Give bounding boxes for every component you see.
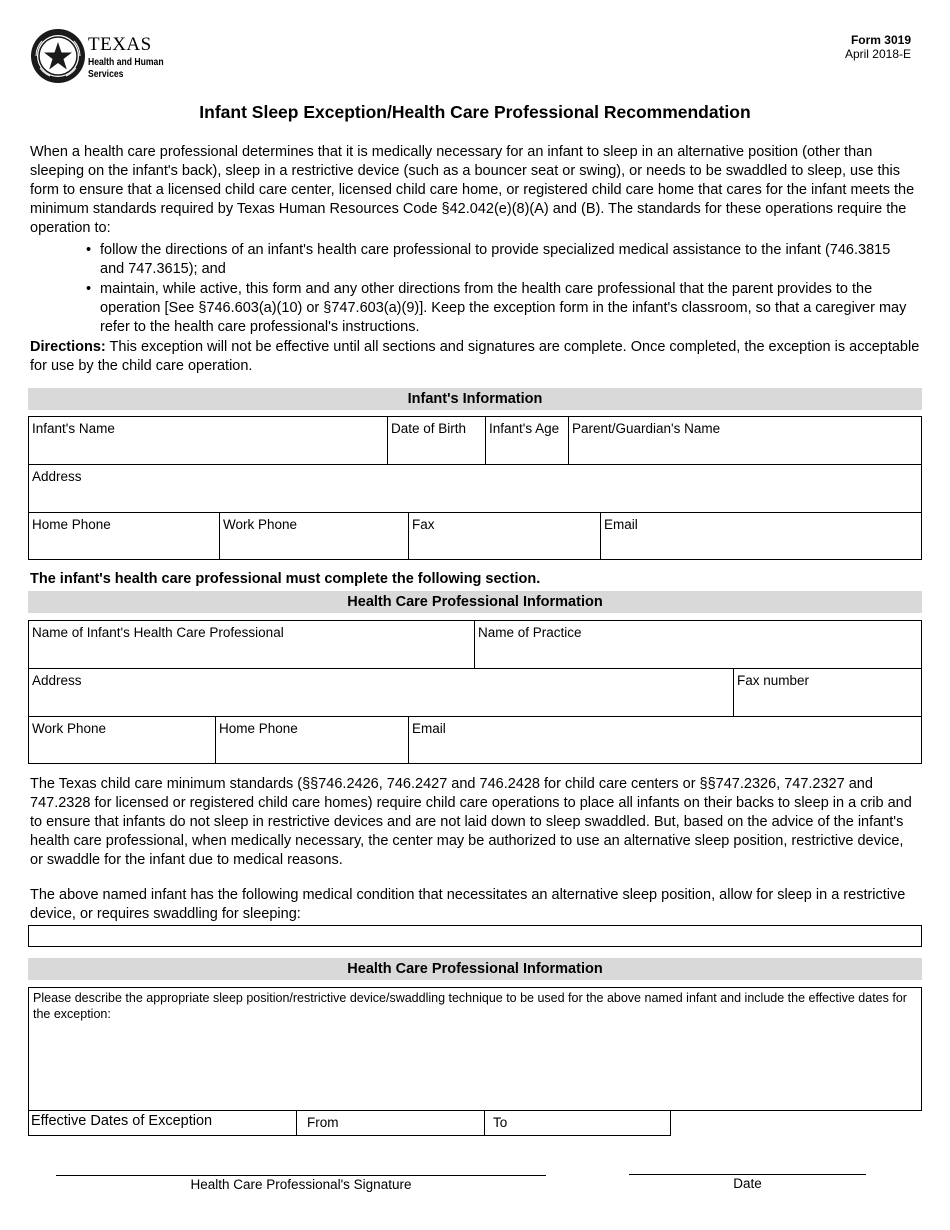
work-phone-label: Work Phone <box>223 517 298 532</box>
form-number: Form 3019 <box>850 33 911 47</box>
practice-name-field[interactable] <box>474 621 922 668</box>
bullet-icon: • <box>86 242 92 258</box>
hcp-home-phone-field[interactable] <box>215 717 408 764</box>
hcp-signature-label: Health Care Professional's Signature <box>190 1177 412 1192</box>
effective-dates-label: Effective Dates of Exception <box>31 1113 213 1129</box>
fax-number-label: Fax number <box>737 673 810 688</box>
parent-name-field[interactable] <box>568 417 922 464</box>
bullet-text: maintain, while active, this form and any other directions from the health care professional that the parent provides to the operation [See §746.603(a)(10) or §747.603(a)(9)]. Keep the exception form in the infant's classroom, so that a caregiver may refer to the health care professional's instructions. <box>100 281 907 335</box>
page-title: Infant Sleep Exception/Health Care Professional Recommendation <box>199 102 751 122</box>
email-label: Email <box>604 517 638 532</box>
directions-text: This exception will not be effective until all sections and signatures are complete. Once completed, the exception is acceptable for use by the child care operation. <box>30 339 920 374</box>
intro-paragraph: When a health care professional determines that it is medically necessary for an infant to sleep in an alternative position (other than sleeping on the infant's back), sleep in a restrictive device (such as a bouncer seat or swing), or needs to be swaddled to sleep, use this form to ensure that a licensed child care center, licensed child care home, or registered child care home that cares for the infant meets the minimum standards required by Texas Human Resources Code §42.042(e)(8)(A) and (B). The standards for these operations require the operation to: <box>30 144 915 236</box>
infant-age-field[interactable] <box>485 417 568 464</box>
infant-work-phone-field[interactable] <box>219 513 408 560</box>
infant-fax-field[interactable] <box>408 513 600 560</box>
form-revision-date: April 2018-E <box>844 47 911 61</box>
hcp-section-2-heading: Health Care Professional Information <box>28 958 922 980</box>
condition-paragraph: The above named infant has the following medical condition that necessitates an alternative sleep position, allow for sleep in a restrictive device, or requires swaddling for sleeping: <box>30 887 906 922</box>
medical-condition-field[interactable] <box>28 925 922 947</box>
date-of-birth-label: Date of Birth <box>391 421 467 436</box>
hcp-fax-field[interactable] <box>733 669 922 716</box>
email-label: Email <box>412 721 446 736</box>
logo-texas-text: TEXAS <box>88 34 152 55</box>
to-date-field[interactable] <box>485 1111 670 1135</box>
from-date-field[interactable] <box>297 1111 484 1135</box>
infant-name-label: Infant's Name <box>32 421 115 436</box>
date-label: Date <box>733 1176 762 1191</box>
date-line[interactable] <box>629 1174 866 1175</box>
parent-name-label: Parent/Guardian's Name <box>572 421 721 436</box>
infant-home-phone-field[interactable] <box>28 513 219 560</box>
date-of-birth-field[interactable] <box>387 417 485 464</box>
infant-address-label: Address <box>32 469 82 484</box>
infant-age-label: Infant's Age <box>489 421 560 436</box>
logo-subtitle: Health and Human Services <box>88 56 164 80</box>
bullet-item <box>86 280 916 337</box>
bullet-item <box>86 241 916 279</box>
hcp-name-label: Name of Infant's Health Care Professional <box>32 625 284 640</box>
home-phone-label: Home Phone <box>32 517 111 532</box>
from-label: From <box>307 1115 339 1130</box>
directions-paragraph <box>30 338 920 376</box>
bullet-text: follow the directions of an infant's health care professional to provide specialized medical assistance to the infant (746.3815 and 747.3615); and <box>100 242 891 277</box>
describe-instructions: Please describe the appropriate sleep position/restrictive device/swaddling technique to be used for the above named infant and include the effective dates for the exception: <box>33 991 907 1021</box>
hcp-notice: The infant's health care professional must complete the following section. <box>30 571 541 587</box>
work-phone-label: Work Phone <box>32 721 107 736</box>
hcp-name-field[interactable] <box>28 621 474 668</box>
hcp-signature-line[interactable] <box>56 1175 546 1176</box>
to-label: To <box>493 1115 508 1130</box>
infant-name-field[interactable] <box>28 417 387 464</box>
fax-label: Fax <box>412 517 435 532</box>
hcp-section-heading: Health Care Professional Information <box>28 591 922 613</box>
texas-seal-icon <box>30 28 86 84</box>
hcp-address-label: Address <box>32 673 82 688</box>
hcp-email-field[interactable] <box>408 717 922 764</box>
practice-name-label: Name of Practice <box>478 625 582 640</box>
hcp-work-phone-field[interactable] <box>28 717 215 764</box>
directions-label: Directions: <box>30 339 106 355</box>
hcp-address-field[interactable] <box>28 669 733 716</box>
standards-paragraph: The Texas child care minimum standards (§§746.2426, 746.2427 and 746.2428 for child care centers or §§747.2326, 747.2327 and 747.2328 for licensed or registered child care homes) require child care operations to place all infants on their backs to sleep in a crib and to ensure that infants do not sleep in restrictive devices and are not laid down to sleep swaddled. But, based on the advice of the infant's health care professional, when medically necessary, the center may be authorized to use an alternative sleep position, restrictive device, or swaddle for the infant due to medical reasons. <box>30 776 912 868</box>
infant-section-heading: Infant's Information <box>28 388 922 410</box>
home-phone-label: Home Phone <box>219 721 298 736</box>
infant-email-field[interactable] <box>600 513 922 560</box>
infant-address-field[interactable] <box>28 465 922 512</box>
texas-hhs-logo <box>30 28 190 86</box>
bullet-icon: • <box>86 281 92 297</box>
